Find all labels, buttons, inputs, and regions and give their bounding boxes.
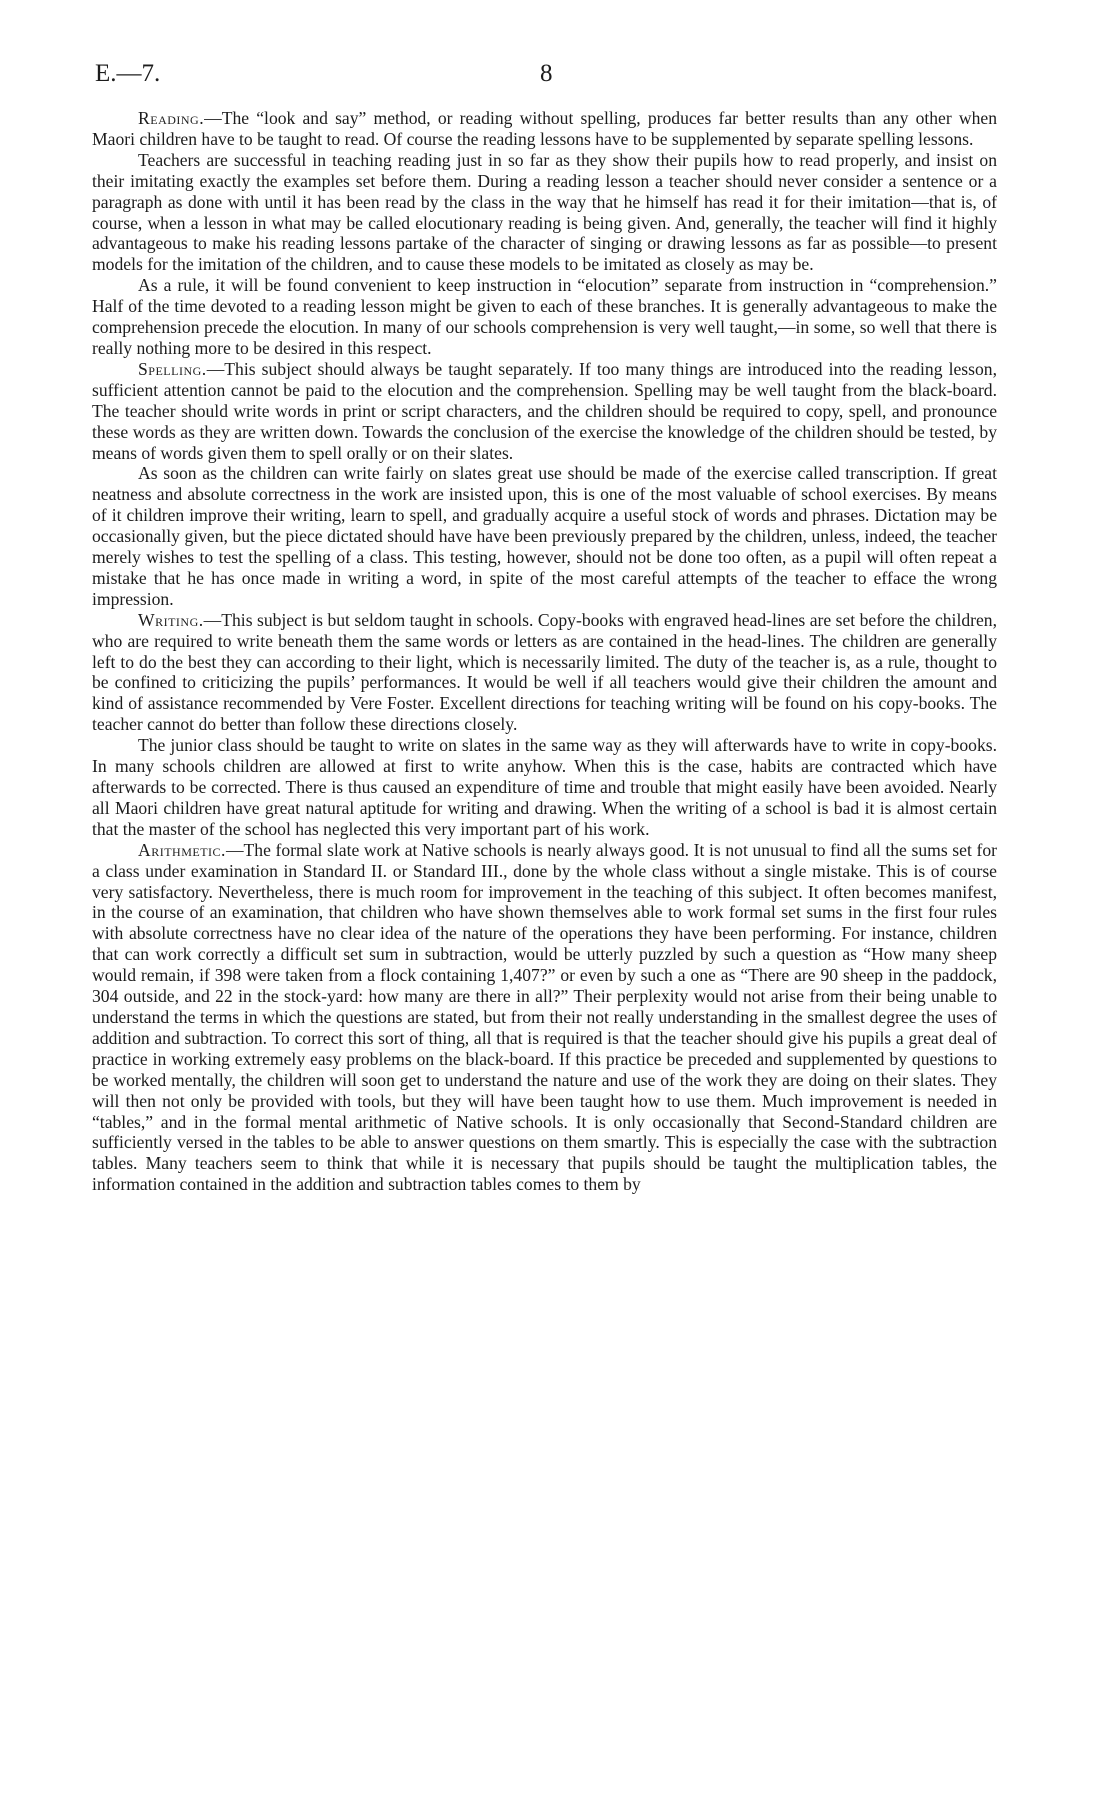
paragraph-arithmetic: [92, 840, 997, 1195]
paragraph-writing: [92, 610, 997, 735]
section-heading-arithmetic: Arithmetic.: [138, 839, 226, 860]
paragraph: [92, 150, 997, 275]
section-heading-writing: Writing.: [138, 609, 204, 630]
body-text: [92, 108, 997, 1195]
paragraph-reading: [92, 108, 997, 150]
paragraph: [92, 275, 997, 359]
paragraph-spelling: [92, 359, 997, 464]
section-heading-reading: Reading.: [138, 108, 205, 128]
paragraph-text: The junior class should be taught to write on slates in the same way as they will afterwards have to write in copy-books. In many schools children are allowed at first to write anyhow. When this is the case, habits are contracted which have afterwards to be corrected. There is thus caused an expenditure of time and trouble that might easily have been avoided. Nearly all Maori children have great natural aptitude for writing and drawing. When the writing of a school is bad it is almost certain that the master of the school has neglected this very important part of his work.: [92, 735, 997, 839]
paragraph: [92, 463, 997, 609]
paragraph-text: As soon as the children can write fairly on slates great use should be made of the exercise called transcription. If great neatness and absolute correctness in the work are insisted upon, this is one of the most valuable of school exercises. By means of it children improve their writing, learn to spell, and gradually acquire a useful stock of words and phrases. Dictation may be occasionally given, but the piece dictated should have have been previously prepared by the children, unless, indeed, the teacher merely wishes to test the spelling of a class. This testing, however, should not be done too often, as a pupil will often repeat a mistake that he has once made in writing a word, in spite of the most careful attempts of the teacher to efface the wrong impression.: [92, 463, 997, 609]
paragraph: [92, 735, 997, 840]
paragraph-text: —The formal slate work at Native schools is nearly always good. It is not unusual to find all the sums set for a class under examination in Standard II. or Standard III., done by the whole class without a single mistake. This is of course very satisfactory. Nevertheless, there is much room for improvement in the teaching of this subject. It often becomes manifest, in the course of an examination, that children who have shown themselves able to work formal set sums in the first four rules with absolute correctness have no clear idea of the nature of the operations they have been performing. For instance, children that can work correctly a difficult set sum in subtraction, would be utterly puzzled by such a question as “How many sheep would remain, if 398 were taken from a flock containing 1,407?” or even by such a one as “There are 90 sheep in the paddock, 304 outside, and 22 in the stock-yard: how many are there in all?” Their perplexity would not arise from their being unable to understand the terms in which the questions are stated, but from their not really understanding in the smallest degree the uses of addition and subtraction. To correct this sort of thing, all that is required is that the teacher should give his pupils a great deal of practice in working extremely easy problems on the black-board. If this practice be preceded and supplemented by questions to be worked mentally, the children will soon get to understand the nature and use of the work they are doing on their slates. They will then not only be provided with tools, but they will have been taught how to use them. Much improvement is needed in “tables,” and in the formal mental arithmetic of Native schools. It is only occasionally that Second-Standard children are sufficiently versed in the tables to be able to answer questions on them smartly. This is especially the case with the subtraction tables. Many teachers seem to think that while it is necessary that pupils should be taught the multiplication tables, the information contained in the addition and subtraction tables comes to them by: [92, 839, 997, 1195]
paragraph-text: Teachers are successful in teaching reading just in so far as they show their pupils how to read properly, and insist on their imitating exactly the examples set before them. During a reading lesson a teacher should never consider a sentence or a paragraph as done with until it has been read by the class in the way that he himself has read it for their imitation—that is, of course, when a lesson in what may be called elocutionary reading is being given. And, generally, the teacher will find it highly advantageous to make his reading lessons partake of the character of singing or drawing lessons as far as possible—to present models for the imitation of the children, and to cause these models to be imitated as closely as may be.: [92, 149, 997, 275]
paragraph-text: —The “look and say” method, or reading without spelling, produces far better results than any other when Maori children have to be taught to read. Of course the reading lessons have to be supplemented by separate spelling lessons.: [92, 108, 997, 149]
section-heading-spelling: Spelling.: [138, 358, 207, 379]
page-header: [95, 60, 995, 90]
paragraph-text: As a rule, it will be found convenient to keep instruction in “elocution” separate from instruction in “comprehension.” Half of the time devoted to a reading lesson might be given to each of these branches. It is generally advantageous to make the comprehension precede the elocution. In many of our schools comprehension is very well taught,—in some, so well that there is really nothing more to be desired in this respect.: [92, 275, 997, 358]
document-reference: E.—7.: [95, 60, 161, 87]
page-number: 8: [540, 60, 553, 87]
paragraph-text: —This subject should always be taught separately. If too many things are introduced into the reading lesson, sufficient attention cannot be paid to the elocution and the comprehension. Spelling may be well taught from the black-board. The teacher should write words in print or script characters, and the children should be required to copy, spell, and pronounce these words as they are written down. Towards the conclusion of the exercise the knowledge of the children should be tested, by means of words given them to spell orally or on their slates.: [92, 358, 997, 463]
paragraph-text: —This subject is but seldom taught in schools. Copy-books with engraved head-lines are set before the children, who are required to write beneath them the same words or letters as are contained in the head-lines. The children are generally left to do the best they can according to their light, which is necessarily limited. The duty of the teacher is, as a rule, thought to be confined to criticizing the pupils’ performances. It would be well if all teachers would give their children the amount and kind of assistance recommended by Vere Foster. Excellent directions for teaching writing will be found on his copy-books. The teacher cannot do better than follow these directions closely.: [92, 609, 997, 735]
